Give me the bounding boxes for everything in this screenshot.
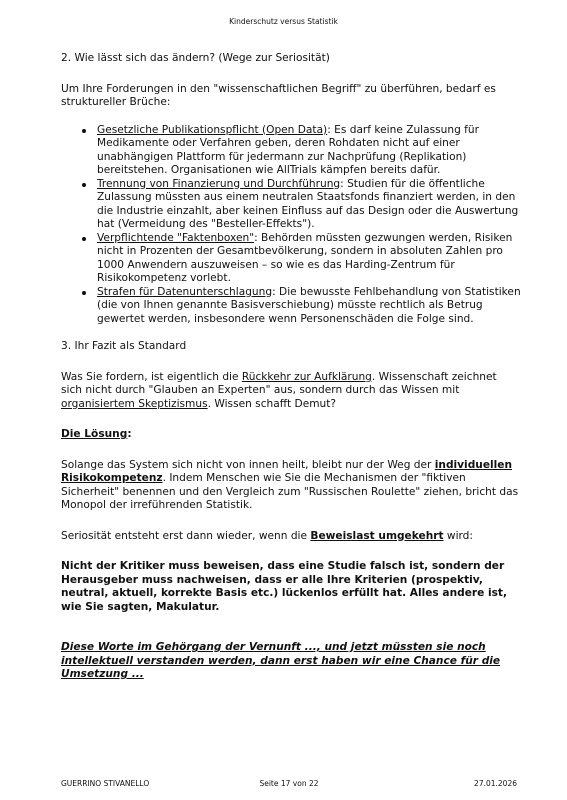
list-item-term: Trennung von Finanzierung und Durchführung [97, 177, 341, 190]
section-3-paragraph [61, 371, 521, 412]
text-run: Seriosität entsteht erst dann wieder, wenn die [61, 529, 311, 542]
section-2-intro: Um Ihre Forderungen in den "wissenschaftlichen Begriff" zu überführen, bedarf es struktureller Brüche: [61, 82, 496, 108]
text-run: wird: [443, 529, 473, 542]
list-item [97, 178, 521, 232]
text-run: Was Sie fordern, ist eigentlich die [61, 370, 242, 383]
text-run: . Indem Menschen wie Sie die Mechanismen der "fiktiven Sicherheit" benennen und den Vergleich zum "Russischen Roulette" ziehen, bricht das Monopol der irreführenden Statistik. [61, 472, 519, 511]
list-item-text: : Studien für die öffentliche Zulassung müssten aus einem neutralen Staatsfonds finanziert werden, in den die Industrie einzahlt, aber keinen Einfluss auf das Design oder die Auswertung hat (Vermeidung des "Besteller-Effekts"). [97, 177, 519, 230]
text-run: . Wissenschaft zeichnet sich nicht durch "Glauben an Experten" aus, sondern durch das Wissen mit [61, 370, 497, 396]
solution-heading-colon: : [127, 428, 132, 440]
section-2-heading: 2. Wie lässt sich das ändern? (Wege zur Seriosität) [61, 52, 330, 64]
page-header: Kinderschutz versus Statistik [229, 17, 338, 26]
list-item-text: : Die bewusste Fehlbehandlung von Statistiken (die von Ihnen genannte Basisverschiebung) müsste rechtlich als Betrug gewertet werden, insbesondere wenn Personenschäden die Folge sind. [97, 285, 521, 325]
section-3-heading: 3. Ihr Fazit als Standard [61, 340, 187, 352]
footer-author: GUERRINO STIVANELLO [61, 779, 150, 788]
emphasis-beweislast: Beweislast umgekehrt [310, 529, 444, 542]
footer-page-number: Seite 17 von 22 [259, 779, 319, 788]
list-item-term: Strafen für Datenunterschlagung [97, 285, 273, 298]
list-item-text: : Es darf keine Zulassung für Medikamente oder Verfahren geben, deren Rohdaten nicht auf einer unabhängigen Plattform für jedermann zur Nachprüfung (Replikation) bereitstehen. Organisationen wie AllTrials kämpfen bereits dafür. [97, 123, 479, 176]
bold-statement: Nicht der Kritiker muss beweisen, dass eine Studie falsch ist, sondern der Herausgeber muss nachweisen, dass er alle Ihre Kriterien (prospektiv, neutral, aktuell, korrekte Basis etc.) lückenlos erfüllt hat. Alles andere ist, wie Sie sagten, Makulatur. [61, 560, 508, 613]
solution-paragraph-2 [61, 530, 521, 544]
solution-paragraph-1 [61, 459, 521, 513]
underlined-phrase-aufklaerung: Rückkehr zur Aufklärung [241, 370, 372, 383]
solution-heading [61, 428, 521, 442]
list-item [97, 286, 521, 327]
solution-heading-text: Die Lösung [61, 428, 128, 440]
list-item-term: Gesetzliche Publikationspflicht (Open Data) [97, 123, 328, 136]
list-item [97, 124, 521, 178]
emphasis-risikokompetenz: individuellen Risikokompetenz [61, 458, 512, 484]
document-body [61, 52, 521, 682]
list-item-term: Verpflichtende "Faktenboxen" [97, 231, 255, 244]
list-item [97, 232, 521, 286]
footer-date: 27.01.2026 [474, 779, 517, 788]
measures-list [61, 124, 521, 327]
underlined-phrase-skeptizismus: organisiertem Skeptizismus [61, 397, 208, 410]
list-item-text: : Behörden müssten gezwungen werden, Risiken nicht in Prozenten der Gesamtbevölkerung, sondern in absoluten Zahlen pro 1000 Anwendern auszuweisen – so wie es das Harding-Zentrum für Risikokompetenz vorlebt. [97, 231, 513, 284]
text-run: . Wissen schafft Demut? [207, 397, 337, 410]
closing-statement: Diese Worte im Gehörgang der Vernunft ..., und jetzt müssten sie noch intellektuell verstanden werden, dann erst haben wir eine Chance für die Umsetzung ... [61, 641, 501, 680]
text-run: Solange das System sich nicht von innen heilt, bleibt nur der Weg der [61, 458, 435, 471]
